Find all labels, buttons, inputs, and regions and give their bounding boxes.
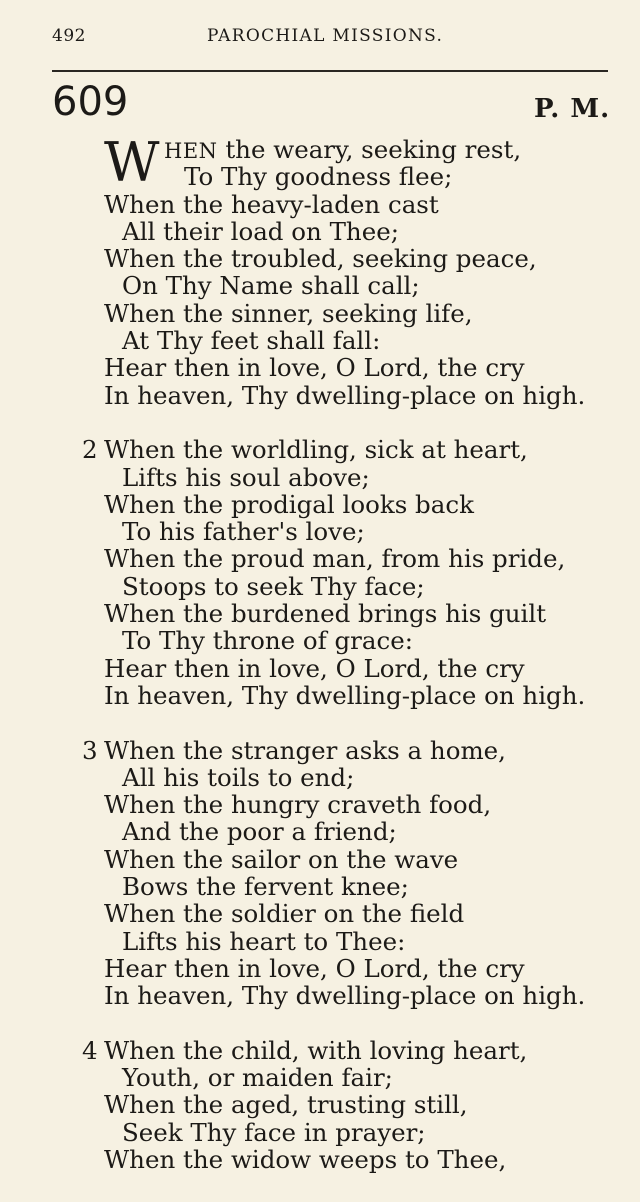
stanza-line (82, 436, 622, 463)
stanza-line: At Thy feet shall fall: (122, 326, 381, 356)
stanza-line: To his father's love; (122, 517, 365, 547)
stanza-number: 3 (82, 735, 98, 765)
stanza-line: When the sailor on the wave (104, 844, 459, 874)
stanza-line: On Thy Name shall call; (122, 271, 420, 301)
page-number: 492 (52, 26, 86, 46)
drop-cap: W (104, 131, 160, 194)
first-line-caps: HEN (164, 139, 218, 163)
stanza-line: Bows the fervent knee; (122, 872, 409, 902)
stanza-line: When the burdened brings his guilt (104, 599, 547, 629)
stanza-line: Hear then in love, O Lord, the cry (104, 653, 525, 683)
stanza-line: Lifts his heart to Thee: (122, 926, 406, 956)
hymn-number: 609 (52, 79, 129, 125)
stanza-4 (82, 1037, 622, 1173)
stanza-line: When the hungry craveth food, (104, 790, 492, 820)
stanza-line-text: When the stranger asks a home, (104, 735, 506, 765)
stanza-line: Youth, or maiden fair; (122, 1063, 393, 1093)
stanza-line: When the prodigal looks back (104, 489, 474, 519)
stanza-line: Stoops to seek Thy face; (122, 571, 425, 601)
stanza-line: In heaven, Thy dwelling-place on high. (104, 680, 586, 710)
stanza-line: Seek Thy face in prayer; (122, 1117, 426, 1147)
stanza-line: All his toils to end; (122, 762, 355, 792)
running-head: PAROCHIAL MISSIONS. (207, 26, 444, 46)
stanza-line: Hear then in love, O Lord, the cry (104, 353, 525, 383)
first-line-rest: the weary, seeking rest, (217, 135, 522, 164)
stanza-number: 4 (82, 1035, 98, 1065)
stanza-line-text: When the worldling, sick at heart, (104, 435, 528, 465)
stanza-line: And the poor a friend; (122, 817, 397, 847)
stanza-line (82, 737, 622, 764)
stanza-line (82, 1037, 622, 1064)
hymn-meter: P. M. (534, 94, 611, 124)
stanza-line: In heaven, Thy dwelling-place on high. (104, 981, 586, 1011)
stanza-line: When the heavy-laden cast (104, 189, 439, 219)
stanza-line: When the troubled, seeking peace, (104, 244, 537, 274)
stanza-line: All their load on Thee; (122, 216, 399, 246)
stanza-line-text: When the child, with loving heart, (104, 1035, 528, 1065)
stanza-line: Hear then in love, O Lord, the cry (104, 953, 525, 983)
stanza-line: In heaven, Thy dwelling-place on high. (104, 380, 586, 410)
stanza-line: Lifts his soul above; (122, 462, 370, 492)
header-rule (52, 70, 608, 72)
stanza-2 (82, 436, 622, 709)
stanza-line: When the proud man, from his pride, (104, 544, 566, 574)
stanza-line: When the soldier on the field (104, 899, 465, 929)
stanza-line: When the sinner, seeking life, (104, 298, 473, 328)
stanza-line: To Thy goodness flee; (184, 162, 453, 192)
stanza-line: When the aged, trusting still, (104, 1090, 468, 1120)
stanza-3 (82, 737, 622, 1010)
stanza-line: When the widow weeps to Thee, (104, 1144, 507, 1174)
stanza-line: To Thy throne of grace: (122, 626, 413, 656)
hymn-text (82, 131, 622, 1201)
stanza-1 (82, 131, 622, 410)
stanza-number: 2 (82, 435, 98, 465)
